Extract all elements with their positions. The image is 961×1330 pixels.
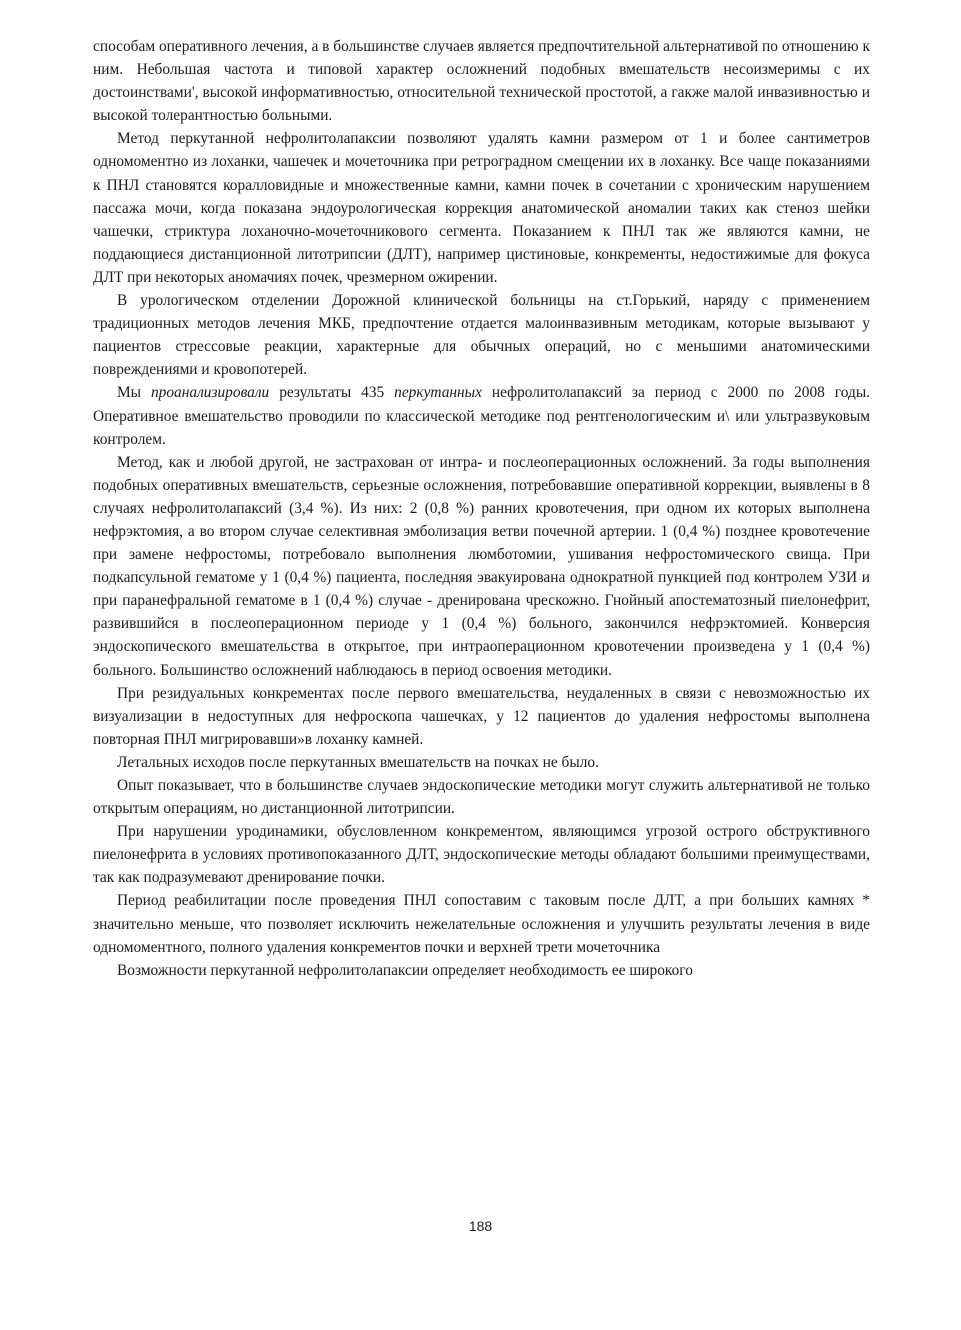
page-number: 188	[468, 1218, 493, 1234]
paragraph-4-part-2: результаты 435	[269, 384, 395, 402]
paragraph-11: Возможности перкутанной нефролитолапаксии определяет необходимость ее широкого	[117, 961, 693, 979]
paragraph-10: Период реабилитации после проведения ПНЛ сопоставим с таковым после ДЛТ, а при больших камнях * значительно меньше, что позволяет исключить нежелательные осложнения и улучшить результаты лечения в виде одномоментного, полного удаления конкрементов почки и верхней трети мочеточника	[93, 892, 870, 956]
paragraph-4	[93, 381, 870, 450]
paragraph-4-part-1: Мы	[117, 384, 151, 402]
paragraph-4-part-3: нефролитолапаксий за период с 2000 по 2008 годы. Оперативное вмешательство проводили по классической методике под рентгенологическим и\ или ультразвуковым контролем.	[93, 384, 871, 448]
paragraph-4-italic-2: перкутанных	[394, 384, 482, 402]
paragraph-9: При нарушении уродинамики, обусловленном конкрементом, являющимся угрозой острого обструктивного пиелонефрита в условиях противопоказанного ДЛТ, эндоскопические методы обладают большими преимуществами, так как подразумевают дренирование почки.	[93, 823, 870, 887]
paragraph-3: В урологическом отделении Дорожной клинической больницы на ст.Горький, наряду с применением традиционных методов лечения МКБ, предпочтение отдается малоинвазивным методикам, которые вызывают у пациентов стрессовые реакции, характерные для обычных операций, но с меньшими анатомическими повреждениями и кровопотерей.	[93, 292, 870, 379]
paragraph-7: Летальных исходов после перкутанных вмешательств на почках не было.	[117, 753, 599, 771]
paragraph-4-italic-1: проанализировали	[150, 384, 270, 402]
paragraph-2: Метод перкутанной нефролитолапаксии позволяют удалять камни размером от 1 и более сантиметров одномоментно из лоханки, чашечек и мочеточника при ретроградном смещении их в лоханку. Все чаще показаниями к ПНЛ становятся коралловидные и множественные камни, камни почек в сочетании с хроническим нарушением пассажа мочи, когда показана эндоурологическая коррекция анатомической аномалии таких как стеноз шейки чашечки, стриктура лоханочно-мочеточникового сегмента. Показанием к ПНЛ так же являются камни, не поддающиеся дистанционной литотрипсии (ДЛТ), например цистиновые, конкременты, недостижимые для фокуса ДЛТ при некоторых аномачиях почек, чрезмерном ожирении.	[93, 130, 870, 286]
paragraph-1: способам оперативного лечения, а в большинстве случаев является предпочтительной альтернативой по отношению к ним. Небольшая частота и типовой характер осложнений подобных вмешательств несоизмеримы с их достоинствами', высокой информативностью, относительной технической простотой, а гакже малой инвазивностью и высокой толерантностью больными.	[93, 38, 870, 125]
paragraph-8: Опыт показывает, что в большинстве случаев эндоскопические методики могут служить альтернативой не только открытым операциям, но дистанционной литотрипсии.	[93, 777, 870, 818]
paragraph-6: При резидуальных конкрементах после первого вмешательства, неудаленных в связи с невозможностью их визуализации в недоступных для нефроскопа чашечках, у 12 пациентов до удаления нефростомы выполнена повторная ПНЛ мигрировавши»в лоханку камней.	[93, 684, 870, 748]
paragraph-5: Метод, как и любой другой, не застрахован от интра- и послеоперационных осложнений. За годы выполнения подобных оперативных вмешательств, серьезные осложнения, потребовавшие оперативной коррекции, выявлены в 8 случаях нефролитолапаксий (3,4 %). Из них: 2 (0,8 %) ранних кровотечения, при одном их которых выполнена нефрэктомия, а во втором случае селективная эмболизация ветви почечной артерии. 1 (0,4 %) позднее кровотечение при замене нефростомы, потребовало выполнения люмботомии, ушивания нефростомического свища. При подкапсульной гематоме у 1 (0,4 %) пациента, последняя эвакуирована однократной пункцией под контролем УЗИ и при паранефральной гематоме в 1 (0,4 %) случае - дренирована чрескожно. Гнойный апостематозный пиелонефрит, развившийся в послеоперационном периоде у 1 (0,4 %) больного, закончился нефрэктомией. Конверсия эндоскопического вмешательства в открытое, при интраоперационном кровотечении произведена у 1 (0,4 %) больного. Большинство осложнений наблюдаюсь в период освоения методики.	[93, 453, 870, 679]
document-page	[93, 35, 870, 982]
